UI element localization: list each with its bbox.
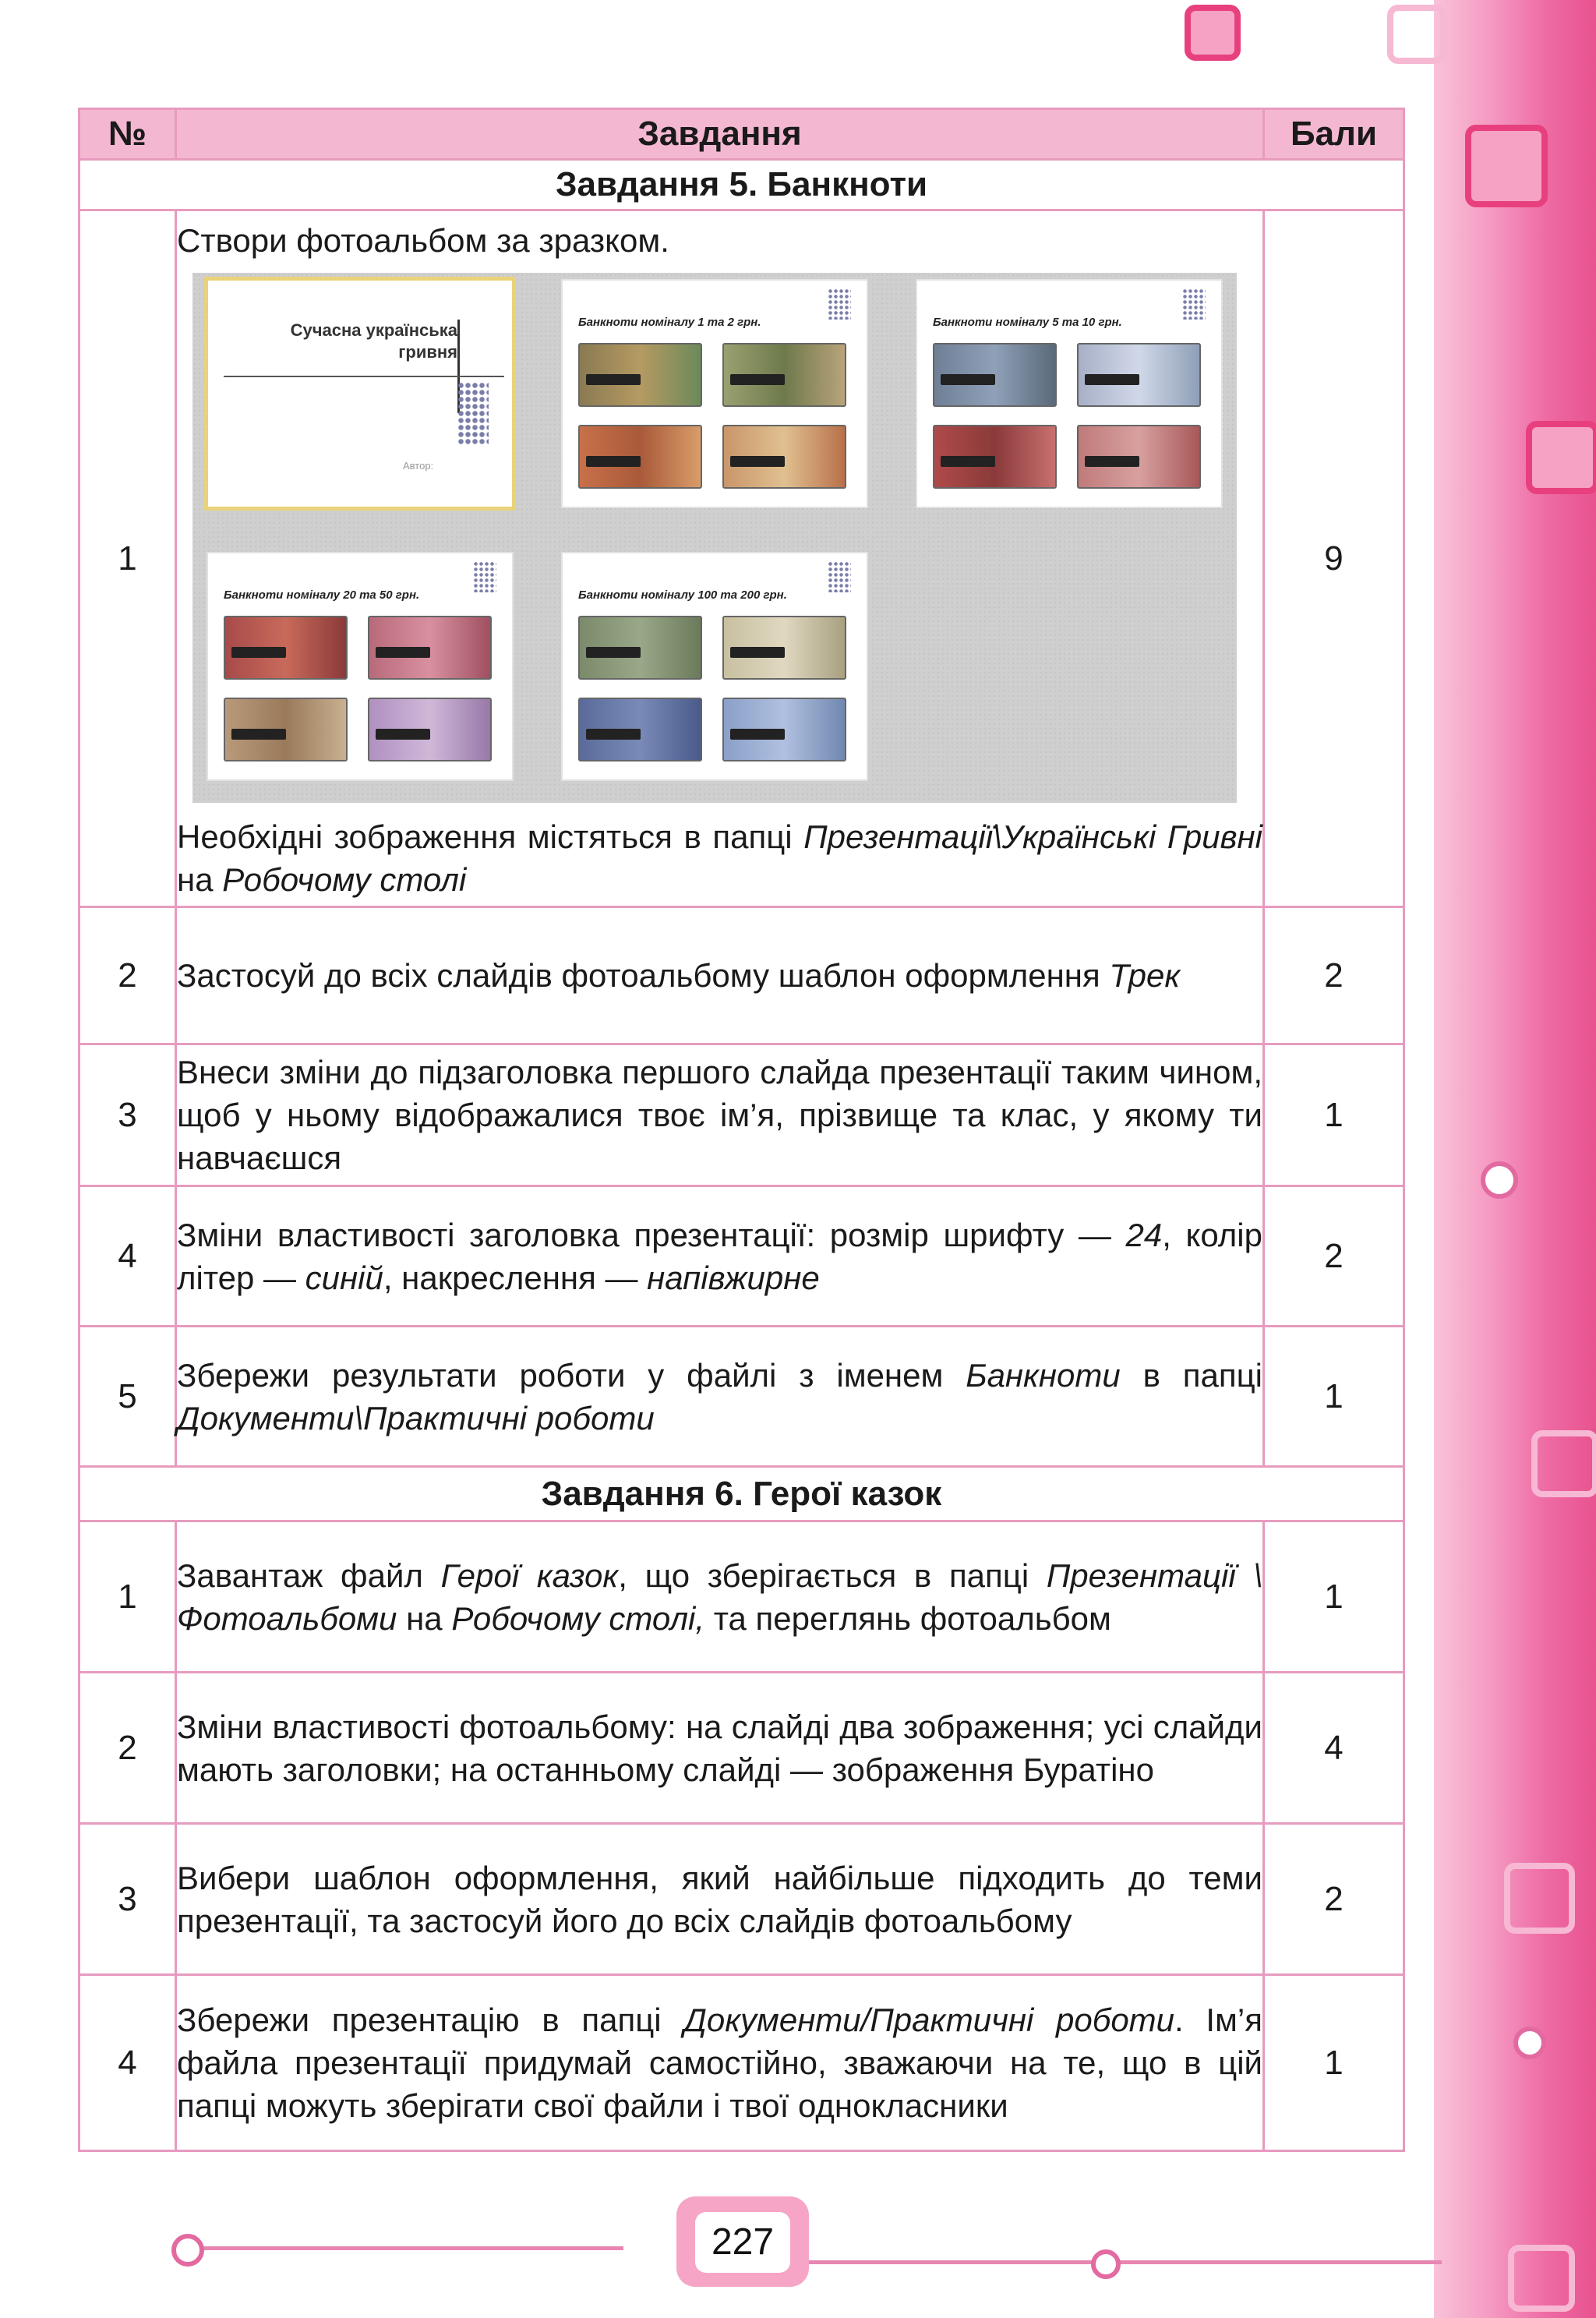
footer-ring: [1091, 2249, 1121, 2279]
banknote-image: [1077, 425, 1201, 489]
table-row: [79, 1824, 1404, 1975]
decorative-square: [1531, 1430, 1596, 1497]
task-text: Застосуй до всіх слайдів фотоальбому шаблон оформлення Трек: [176, 907, 1264, 1044]
task-text: Зміни властивості заголовка презентації: розмір шрифту — 24, колір літер — синій, накреслення — напівжирне: [176, 1186, 1264, 1327]
header-points: Бали: [1264, 109, 1404, 160]
decorative-stripe: [1434, 0, 1596, 2318]
slide-title: Сучасна українська гривня: [290, 320, 457, 362]
banknote-image: [368, 698, 492, 761]
slide-caption: Банкноти номіналу 1 та 2 грн.: [578, 316, 761, 329]
banknote-image: [578, 616, 702, 680]
task-text: [176, 210, 1264, 907]
banknote-image: [578, 698, 702, 761]
section-title-row: [79, 1467, 1404, 1521]
task-text: Вибери шаблон оформлення, який найбільше підходить до теми презентації, та застосуй його до всіх слайдів фотоальбому: [176, 1824, 1264, 1975]
task-text: Завантаж файл Герої казок, що зберігається в папці Презентації \ Фотоальбоми на Робочому столі, та переглянь фотоальбом: [176, 1521, 1264, 1673]
decorative-square: [1387, 5, 1446, 64]
tasks-table: [78, 108, 1405, 2152]
banknote-image: [578, 343, 702, 407]
table-row: [79, 1975, 1404, 2151]
banknote-image: [1077, 343, 1201, 407]
decorative-square: [1526, 421, 1596, 494]
banknote-image: [722, 343, 846, 407]
row-number: 3: [79, 1044, 176, 1186]
row-points: 2: [1264, 1186, 1404, 1327]
slide-author: Автор:: [403, 460, 434, 472]
task-intro: Створи фотоальбом за зразком.: [177, 222, 669, 259]
row-points: 9: [1264, 210, 1404, 907]
task-text: Внеси зміни до підзаголовка першого слайда презентації таким чином, щоб у ньому відображалися твоє ім’я, прізвище та клас, у якому ти навчаєшся: [176, 1044, 1264, 1186]
banknote-image: [722, 616, 846, 680]
banknote-image: [722, 698, 846, 761]
table-row: [79, 210, 1404, 907]
task-text: Зміни властивості фотоальбому: на слайді два зображення; усі слайди мають заголовки; на останньому слайді — зображення Буратіно: [176, 1673, 1264, 1824]
banknote-image: [368, 616, 492, 680]
row-number: 1: [79, 210, 176, 907]
decorative-ring: [1513, 2026, 1546, 2059]
table-row: [79, 1327, 1404, 1467]
footer-ring: [171, 2234, 204, 2267]
decorative-square: [1504, 1863, 1575, 1934]
banknote-image: [224, 616, 348, 680]
page-number: 227: [695, 2212, 790, 2273]
section-title: Завдання 6. Герої казок: [79, 1467, 1404, 1521]
task-text: Збережи результати роботи у файлі з іменем Банкноти в папці Документи\Практичні роботи: [176, 1327, 1264, 1467]
banknote-image: [933, 425, 1057, 489]
task-note: Необхідні зображення містяться в папці Презентації\Українські Гривні на Робочому столі: [177, 818, 1262, 898]
slide-thumbnail: [563, 281, 867, 507]
slide-thumbnail: [563, 553, 867, 779]
slide-thumbnail: [917, 281, 1221, 507]
decorative-square: [1185, 5, 1241, 61]
row-points: 4: [1264, 1673, 1404, 1824]
banknote-image: [224, 698, 348, 761]
slide-thumbnail: [208, 281, 512, 507]
section-title: Завдання 5. Банкноти: [79, 160, 1404, 210]
slide-thumbnail: [208, 553, 512, 779]
header-num: №: [79, 109, 176, 160]
row-points: 1: [1264, 1975, 1404, 2151]
row-number: 1: [79, 1521, 176, 1673]
row-points: 2: [1264, 1824, 1404, 1975]
row-number: 5: [79, 1327, 176, 1467]
row-number: 3: [79, 1824, 176, 1975]
footer-line: [187, 2246, 623, 2250]
photo-album-sample: [192, 273, 1237, 803]
row-number: 2: [79, 1673, 176, 1824]
decorative-ring: [1481, 1161, 1518, 1199]
banknote-image: [933, 343, 1057, 407]
decorative-square: [1508, 2245, 1575, 2312]
table-row: [79, 907, 1404, 1044]
footer-line: [803, 2260, 1442, 2264]
row-points: 2: [1264, 907, 1404, 1044]
row-number: 4: [79, 1186, 176, 1327]
row-points: 1: [1264, 1521, 1404, 1673]
row-number: 4: [79, 1975, 176, 2151]
section-title-row: [79, 160, 1404, 210]
banknote-image: [722, 425, 846, 489]
decorative-square: [1465, 125, 1548, 207]
slide-caption: Банкноти номіналу 100 та 200 грн.: [578, 588, 787, 602]
row-points: 1: [1264, 1044, 1404, 1186]
header-task: Завдання: [176, 109, 1264, 160]
banknote-image: [578, 425, 702, 489]
row-number: 2: [79, 907, 176, 1044]
row-points: 1: [1264, 1327, 1404, 1467]
table-row: [79, 1044, 1404, 1186]
slide-caption: Банкноти номіналу 20 та 50 грн.: [224, 588, 420, 602]
table-row: [79, 1521, 1404, 1673]
task-text: Збережи презентацію в папці Документи/Практичні роботи. Ім’я файла презентації придумай самостійно, зважаючи на те, що в цій папці можуть зберігати свої файли і твої однокласники: [176, 1975, 1264, 2151]
slide-caption: Банкноти номіналу 5 та 10 грн.: [933, 316, 1122, 329]
table-header: [79, 109, 1404, 160]
table-row: [79, 1673, 1404, 1824]
table-row: [79, 1186, 1404, 1327]
